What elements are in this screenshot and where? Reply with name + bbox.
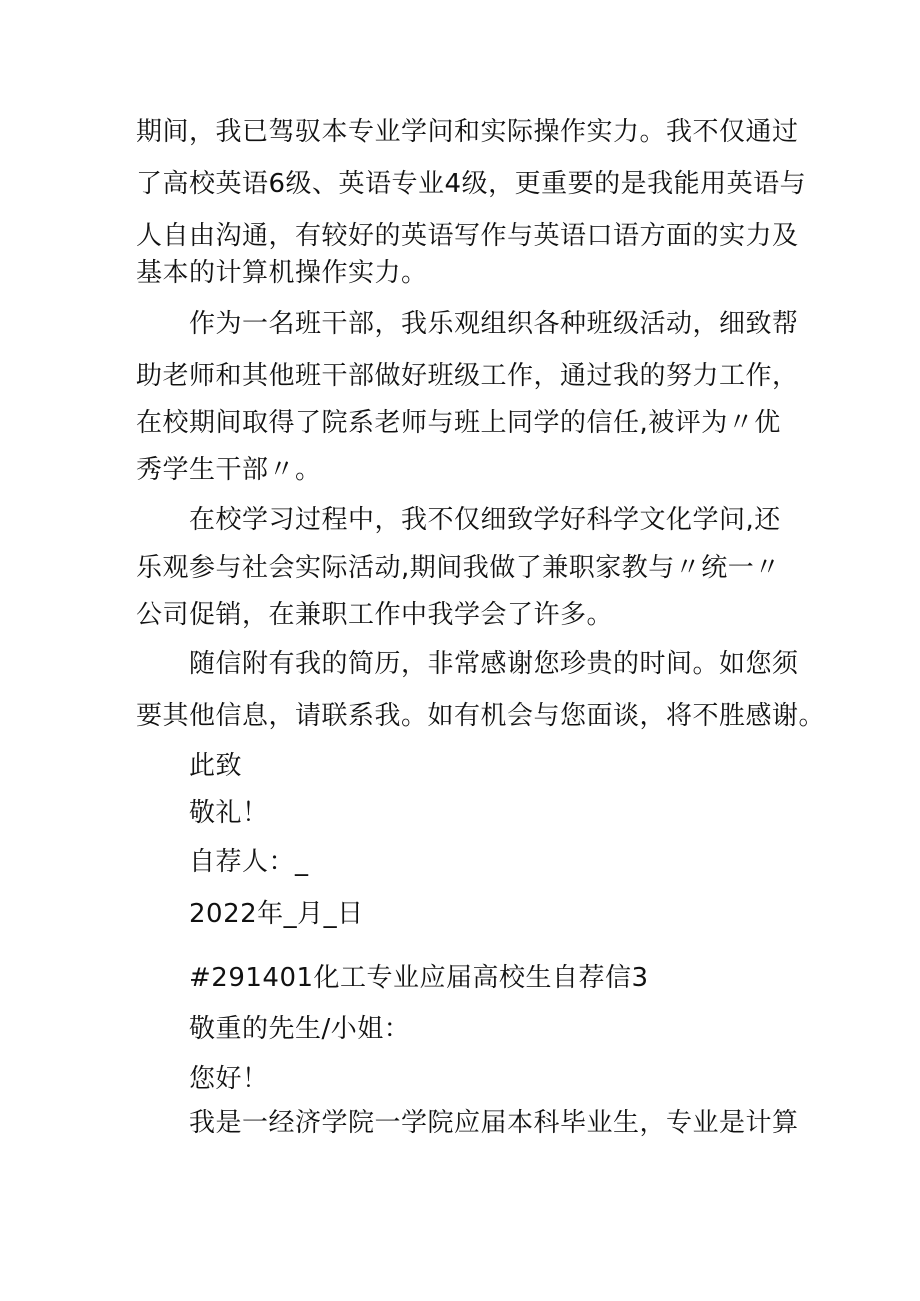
paragraph-1-line-2: 了高校英语6级、英语专业4级，更重要的是我能用英语与 [136,169,807,199]
paragraph-2-line-4: 秀学生干部〃。 [136,455,322,485]
paragraph-3-line-2: 乐观参与社会实际活动,期间我做了兼职家教与〃统一〃 [136,553,781,583]
paragraph-1-line-3: 人自由沟通，有较好的英语写作与英语口语方面的实力及 [136,221,799,251]
paragraph-2-line-1: 作为一名班干部，我乐观组织各种班级活动，细致帮 [189,309,799,339]
paragraph-4-line-2: 要其他信息，请联系我。如有机会与您面谈，将不胜感谢。 [136,701,826,731]
signer-line: 自荐人：_ [189,847,309,877]
paragraph-1-line-4: 基本的计算机操作实力。 [136,258,428,288]
paragraph-1-line-1: 期间，我已驾驭本专业学问和实际操作实力。我不仅通过 [136,117,799,147]
paragraph-2-line-3: 在校期间取得了院系老师与班上同学的信任,被评为〃优 [136,408,781,438]
greeting: 敬重的先生/小姐： [189,1014,411,1044]
paragraph-3-line-1: 在校学习过程中，我不仅细致学好科学文化学问,还 [189,505,781,535]
hello-line: 您好！ [189,1064,269,1094]
closing-salutation: 此致 [189,751,243,781]
date-line: 2022年_月_日 [189,899,364,929]
paragraph-2-line-2: 助老师和其他班干部做好班级工作，通过我的努力工作， [136,361,799,391]
paragraph-3-line-3: 公司促销，在兼职工作中我学会了许多。 [136,600,614,630]
letter-heading: #291401化工专业应届高校生自荐信3 [189,963,649,993]
closing-respect: 敬礼！ [189,798,269,828]
paragraph-4-line-1: 随信附有我的简历，非常感谢您珍贵的时间。如您须 [189,649,799,679]
body-first-line: 我是一经济学院一学院应届本科毕业生，专业是计算 [189,1108,799,1138]
